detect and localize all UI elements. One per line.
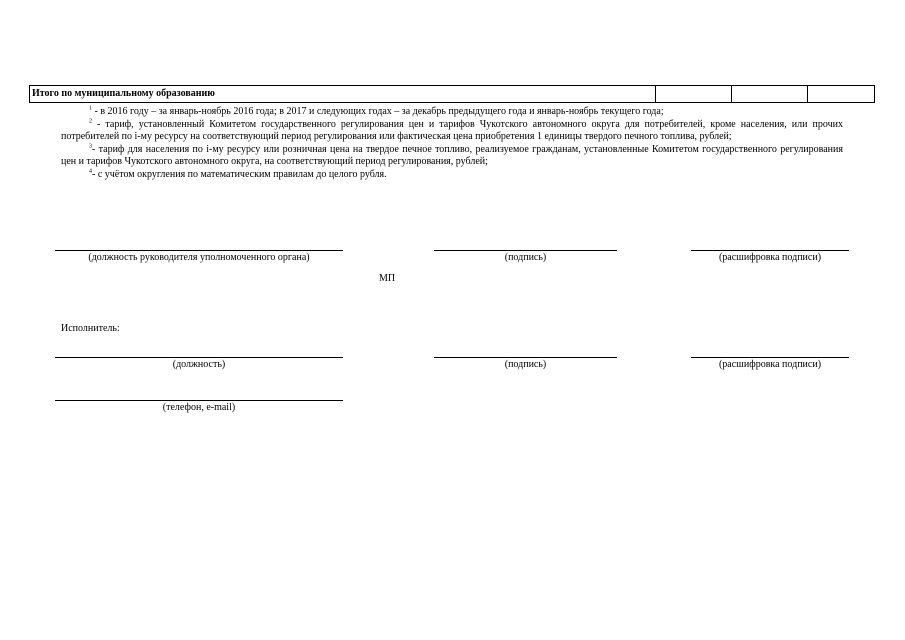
total-value-cell <box>732 86 808 102</box>
total-row <box>29 85 875 103</box>
head-position-caption: (должность руководителя уполномоченного органа) <box>88 252 310 263</box>
executor-contact-line <box>55 400 343 401</box>
footnote-mark: 2 <box>89 118 92 125</box>
total-label: Итого по муниципальному образованию <box>30 86 656 102</box>
executor-signature-line <box>434 357 617 358</box>
executor-contact-caption: (телефон, e-mail) <box>162 402 236 413</box>
footnote-text: - в 2016 году – за январь-ноябрь 2016 года; в 2017 и следующих годах – за декабрь предыдущего года и январь-ноябрь текущего года; <box>92 106 664 117</box>
executor-decoding-caption: (расшифровка подписи) <box>718 359 822 370</box>
head-signature-caption: (подпись) <box>504 252 547 263</box>
head-position-line <box>55 250 343 251</box>
stamp-label: МП <box>379 273 396 284</box>
footnote-4 <box>61 169 843 182</box>
head-signature-line <box>434 250 617 251</box>
executor-position-caption: (должность) <box>172 359 226 370</box>
executor-position-line <box>55 357 343 358</box>
executor-signature-caption: (подпись) <box>504 359 547 370</box>
footnote-text: - с учётом округления по математическим правилам до целого рубля. <box>92 168 387 180</box>
footnote-text: - тариф, установленный Комитетом государственного регулирования цен и тарифов Чукотского автономного округа для потребителей, кроме населения, или прочих потребителей по i-му ресурсу на соответствующий период регулирования или фактическая цена приобретения 1 единицы твердого печного топлива, рублей; <box>61 118 843 142</box>
footnote-text: - тариф для населения по i-му ресурсу или розничная цена на твердое печное топливо, реализуемое гражданам, установленные Комитетом государственного регулирования цен и тарифов Чукотского автономного округа, на соответствующий период регулирования, рублей; <box>61 143 843 167</box>
footnote-3 <box>61 144 843 169</box>
head-decoding-line <box>691 250 849 251</box>
total-value-cell <box>656 86 732 102</box>
footnote-1 <box>61 106 843 119</box>
footnote-mark: 1 <box>89 105 92 112</box>
total-value-cell <box>808 86 874 102</box>
executor-label: Исполнитель: <box>61 323 120 334</box>
footnote-mark: 4 <box>89 168 92 175</box>
executor-decoding-line <box>691 357 849 358</box>
footnote-2 <box>61 119 843 144</box>
footnote-mark: 3 <box>89 143 92 150</box>
footnotes <box>61 106 843 181</box>
head-decoding-caption: (расшифровка подписи) <box>718 252 822 263</box>
